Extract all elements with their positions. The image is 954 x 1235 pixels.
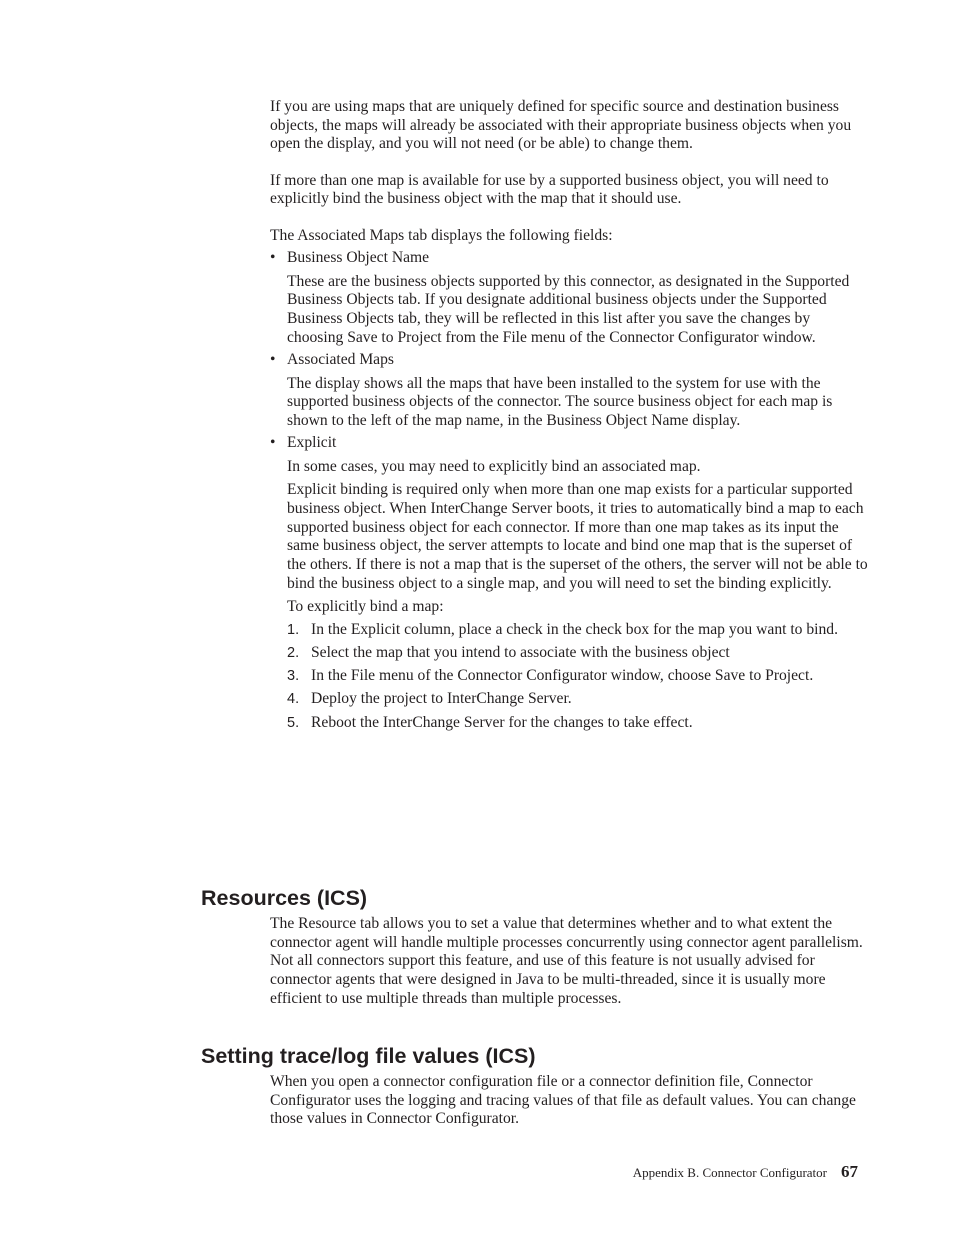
step-number: 2. xyxy=(287,645,300,662)
bullet-icon: • xyxy=(270,434,276,452)
step-number: 5. xyxy=(287,714,300,731)
resources-heading: Resources (ICS) xyxy=(201,886,368,910)
field-description: These are the business objects supported by this connector, as designated in the Supported Business Objects tab. If you designate additional business objects under the Supported Business Objects tab, they will be reflected in this list after you save the changes by choosing Save to Project from the File menu of the Connector Configurator window. xyxy=(287,272,850,346)
step-text: In the Explicit column, place a check in the check box for the map you want to bind. xyxy=(311,620,838,638)
step-text: Reboot the InterChange Server for the changes to take effect. xyxy=(311,713,693,731)
trace-log-heading: Setting trace/log file values (ICS) xyxy=(201,1044,536,1068)
step-number: 3. xyxy=(287,668,300,685)
field-label: Explicit xyxy=(287,434,337,452)
step-text: Select the map that you intend to associate with the business object xyxy=(311,644,730,662)
field-label: Associated Maps xyxy=(287,351,394,369)
field-item-explicit xyxy=(270,434,870,732)
associated-maps-content xyxy=(270,98,870,737)
list-item xyxy=(287,690,870,709)
intro-paragraph-3: The Associated Maps tab displays the following fields: xyxy=(270,226,613,244)
field-description: Explicit binding is required only when more than one map exists for a particular supported business object. When InterChange Server boots, it tries to automatically bind a map to each supported business object for each connector. If more than one map takes as its input the same business object, the server attempts to locate and bind one map that is the superset of the others. If there is not a map that is the superset of the others, the server will not be able to bind the business object to a single map, and you will need to set the binding explicitly. xyxy=(287,481,868,592)
list-item xyxy=(287,667,870,686)
step-number: 1. xyxy=(287,621,300,638)
field-item-associated-maps xyxy=(270,351,870,431)
page-number: 67 xyxy=(841,1162,858,1181)
explicit-bind-steps xyxy=(287,621,870,733)
bullet-icon: • xyxy=(270,351,276,369)
field-description: In some cases, you may need to explicitly bind an associated map. xyxy=(287,457,701,475)
list-item xyxy=(287,714,870,733)
intro-paragraph-1: If you are using maps that are uniquely defined for specific source and destination business objects, the maps will already be associated with their appropriate business objects when you open the display, and you will not need (or be able) to change them. xyxy=(270,98,852,153)
step-text: Deploy the project to InterChange Server. xyxy=(311,690,572,708)
field-description: The display shows all the maps that have been installed to the system for use with the supported business objects of the connector. The source business object for each map is shown to the left of the map name, in the Business Object Name display. xyxy=(287,374,833,429)
field-label: Business Object Name xyxy=(287,249,430,267)
field-item-business-object-name xyxy=(270,249,870,347)
trace-log-paragraph: When you open a connector configuration file or a connector definition file, Connector Configurator uses the logging and tracing values of that file as default values. You can change those values in Connector Configurator. xyxy=(270,1073,856,1128)
list-item xyxy=(287,621,870,640)
step-number: 4. xyxy=(287,691,300,708)
field-list xyxy=(270,249,870,732)
bullet-icon: • xyxy=(270,249,276,267)
steps-intro: To explicitly bind a map: xyxy=(287,598,444,616)
step-text: In the File menu of the Connector Configurator window, choose Save to Project. xyxy=(311,667,814,685)
list-item xyxy=(287,644,870,663)
intro-paragraph-2: If more than one map is available for use by a supported business object, you will need to explicitly bind the business object with the map that it should use. xyxy=(270,171,829,208)
resources-paragraph: The Resource tab allows you to set a value that determines whether and to what extent the connector agent will handle multiple processes concurrently using connector agent parallelism. Not all connectors support this feature, and use of this feature is not usually advised for connector agents that were designed in Java to be multi-threaded, since it is usually more efficient to use multiple threads than multiple processes. xyxy=(270,915,863,1007)
page-footer xyxy=(633,1162,858,1183)
footer-section-title: Appendix B. Connector Configurator xyxy=(632,1165,827,1180)
